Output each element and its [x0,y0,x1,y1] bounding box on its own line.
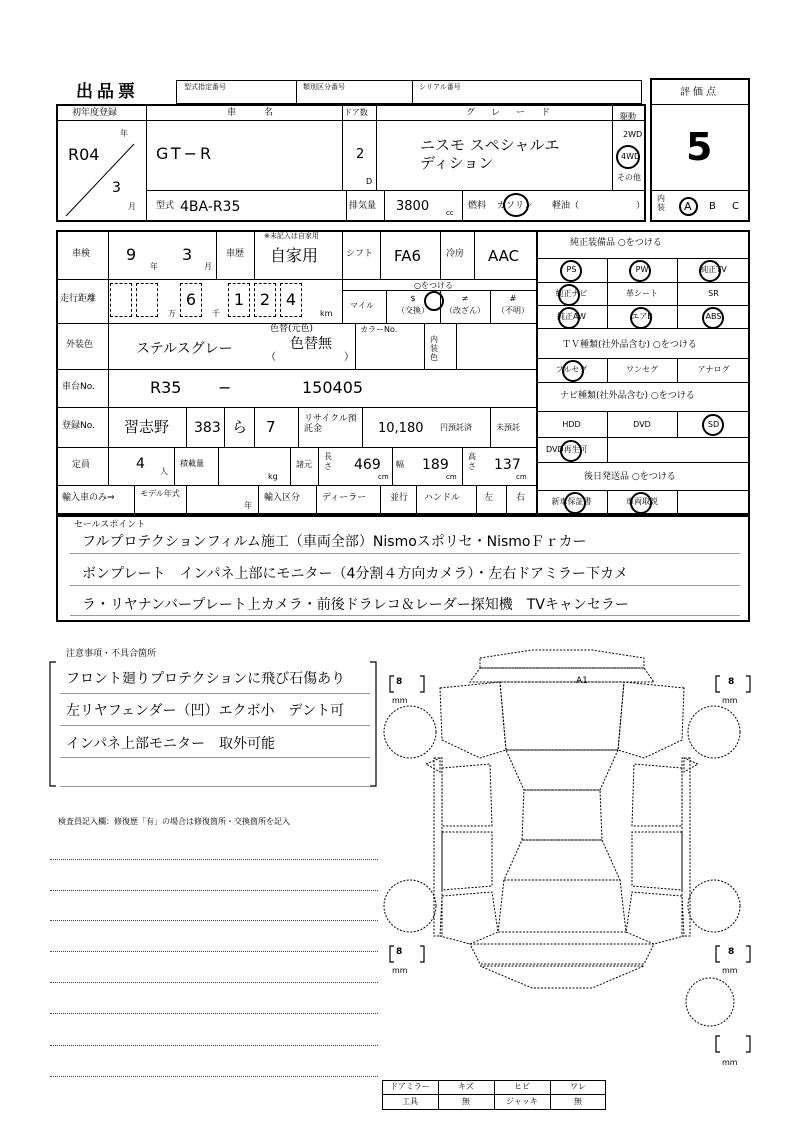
exterior-value: ステルスグレー [136,341,233,357]
legend-header-2: キズ [458,1082,474,1091]
chassis-label: 車台No. [62,382,95,392]
capacity-unit: 人 [160,467,168,476]
recycle-deposited: 円預託済 [440,423,472,432]
capacity-value: 4 [136,456,145,472]
page-title: 出品票 [76,82,139,102]
equip-pw: PW [635,265,649,274]
import-category-label: 輸入区分 [264,493,301,503]
color-change-value: 色替無 [290,336,332,352]
later-manual: 車両取説 [626,497,658,506]
car-name-label: 車名 [227,108,302,118]
model-value: 4BA-R35 [180,199,241,215]
legend-row-4: 無 [574,1097,582,1106]
sales-point-line-1: フルプロテクションフィルム施工（車両全部）Nismoスポリセ・NismoＦｒカー [82,534,587,550]
nav-title: ナビ種類(社外品含む) ○をつける [560,391,695,401]
nav-dvd: DVD [633,420,651,429]
shaken-month: 3 [182,245,193,264]
tv-fullseg: フルセグ [555,365,588,374]
dealer-label: ディーラー [322,493,367,503]
equip-sr: SR [708,289,719,298]
first-reg-month-unit: 月 [128,202,136,211]
interior-grade-c: C [732,201,739,212]
shift-label: シフト [346,249,374,259]
legend-row-1: 工具 [402,1097,418,1106]
history-label: 車歴 [226,249,245,259]
width-unit: cm [446,473,457,481]
grade-label: グレード [466,108,567,118]
shift-value: FA6 [394,247,422,265]
load-label: 積載量 [180,459,204,468]
displacement-label: 排気量 [349,201,377,211]
chassis-number: 150405 [302,378,364,397]
tread-rear-left: 8 [396,947,403,957]
reg-number: 7 [266,418,276,436]
color-no-label: カラーNo. [360,325,398,334]
legend-header-4: ワレ [570,1082,586,1091]
note-line-3: インパネ上部モニター 取外可能 [66,736,276,752]
inspector-label: 検査員記入欄：修復歴「有」の場合は修復箇所・交換箇所を記入 [58,817,290,826]
width-label: 幅 [396,460,404,469]
recycle-value: 10,180 [378,421,424,436]
sales-points-label: セールスポイント [74,520,146,530]
handle-right: 右 [516,493,526,503]
grade-value-line1: ニスモ スペシャルエ [420,136,560,154]
handle-left: 左 [484,493,494,503]
nav-hdd: HDD [562,420,581,429]
mileage-label: 走行距離 [60,294,97,304]
mileage-sen: 千 [212,309,220,318]
color-change-paren-open: （ [266,352,276,363]
ac-value: AAC [488,247,520,265]
legend-row-2: 無 [462,1097,470,1106]
displacement-unit: cc [446,209,454,217]
car-diagram [380,640,760,1060]
model-type-no-label: 型式指定番号 [184,83,226,91]
nav-dvd-playback: DVD再生可 [546,445,588,454]
tread-rear-left-unit: mm [392,966,408,975]
first-reg-month: 3 [112,180,121,196]
serial-no-label: シリアル番号 [419,83,461,91]
equip-leather: 革シート [626,289,658,298]
id-numbers-box [176,80,642,104]
mileage-mark-note: ○をつける [414,281,453,290]
mileage-unknown: （不明） [497,306,529,315]
equip-tv: 純正TV [700,265,727,274]
drive-2wd: 2WD [623,130,643,139]
equip-airbag: エアB [631,312,653,321]
equip-navi: 純正ナビ [555,289,588,298]
tread-rear-right-unit: mm [722,966,738,975]
model-year-unit: 年 [244,501,252,510]
color-change-paren-close: ） [344,352,354,363]
mileage-altered-mark: ≠ [461,294,469,303]
tv-title: ＴＶ種類(社外品含む) ○をつける [562,340,697,350]
notes-label: 注意事項・不具合箇所 [66,649,157,659]
later-warranty: 新車保証書 [551,497,592,506]
equip-abs: ABS [705,312,722,321]
recycle-label: リサイクル預託金 [304,414,357,434]
mileage-digit-5: 1 [233,290,245,309]
length-label: 長さ [324,452,332,471]
reg-kana: ら [232,418,248,436]
dims-label: 諸元 [296,460,312,469]
category-no-label: 類別区分番号 [303,83,345,91]
load-unit: kg [268,472,278,481]
interior-grade-label: 内装 [657,194,665,212]
grade-value-line2: ディション [420,154,494,172]
drive-4wd: 4WD [621,152,641,161]
width-value: 189 [422,457,449,473]
tv-analog: アナログ [697,365,730,374]
mileage-digit-6: 2 [259,290,271,309]
later-title: 後日発送品 ○をつける [584,472,676,482]
model-label: 型式 [156,201,175,211]
fuel-gasoline: ガソリン [497,201,534,211]
doors-value: 2 [356,147,365,162]
rating-label: 評価点 [680,87,719,98]
first-reg-label: 初年度登録 [72,108,118,118]
note-line-1: フロント廻りプロテクションに飛び石傷あり [66,671,346,687]
tread-rear-right: 8 [728,947,735,957]
shaken-label: 車検 [72,249,91,259]
parallel-label: 並行 [390,493,409,503]
interior-grade-a: A [684,200,692,213]
height-value: 137 [494,457,521,473]
doors-suffix: D [366,177,373,186]
chassis-dash: − [218,378,232,397]
fuel-close: ） [636,201,646,211]
tv-oneseg: ワンセグ [626,365,658,374]
handle-label: ハンドル [424,493,461,503]
height-unit: cm [516,473,527,481]
mileage-digit-7: 4 [285,290,297,309]
note-line-2: 左リヤフェンダー（凹）エクボ小 デント可 [66,703,345,719]
mileage-altered: （改ざん） [445,306,485,315]
fuel-label: 燃料 [468,201,487,211]
mileage-man: 万 [168,309,176,318]
capacity-label: 定員 [72,460,91,470]
recycle-not: 未預託 [496,423,520,432]
equip-ps: PS [566,265,577,274]
tread-spare-unit: mm [722,1058,738,1067]
equipment-title: 純正装備品 ○をつける [570,238,662,248]
length-unit: cm [378,473,389,481]
first-reg-year: R04 [68,145,100,164]
mileage-mile: マイル [350,301,374,310]
mileage-exchange-mark: $ [410,294,416,303]
sales-point-line-2: ボンプレート インパネ上部にモニター（4分割４方向カメラ）・左右ドアミラー下カメ [82,566,628,582]
interior-grade-b: B [709,201,716,212]
doors-label: ドア数 [344,108,368,117]
first-reg-year-unit: 年 [120,129,128,138]
tread-front-right: 8 [728,677,735,687]
drive-label: 駆動 [620,112,636,121]
legend-header-1: ドアミラー [390,1082,430,1091]
damage-annotation: A1 [576,676,588,686]
legend-row-3: ジャッキ [506,1097,538,1106]
interior-color-label: 内装色 [430,335,438,362]
shaken-month-unit: 月 [204,262,212,271]
car-name-value: GT−R [156,144,215,163]
chassis-prefix: R35 [150,378,182,397]
mileage-exchange: （交換） [397,306,429,315]
sales-point-line-3: ラ・リヤナンバープレート上カメラ・前後ドラレコ＆レーダー探知機 TVキャンセラー [82,597,629,613]
exterior-label: 外装色 [66,340,94,350]
model-year-label: モデル年式 [140,489,180,498]
mileage-digit-3: 6 [185,290,197,309]
shaken-year: 9 [126,245,137,264]
displacement-value: 3800 [396,199,430,214]
height-label: 高さ [468,452,476,471]
equip-aw: 純正AW [557,312,586,321]
rating-value: 5 [686,125,713,169]
reg-area: 習志野 [124,418,170,436]
tread-front-left: 8 [396,677,403,687]
reg-class: 383 [194,420,221,436]
tread-front-right-unit: mm [722,696,738,705]
length-value: 469 [354,457,381,473]
drive-other: その他 [617,173,641,182]
import-only-label: 輸入車のみ⇒ [62,493,115,503]
fuel-diesel: 軽油（ [552,201,580,211]
tread-front-left-unit: mm [392,696,408,705]
ac-label: 冷房 [446,249,465,259]
legend-header-3: ヒビ [514,1082,530,1091]
mileage-km: km [320,309,333,318]
mileage-unknown-mark: # [509,294,517,303]
history-note: ※未記入は自家用 [264,232,319,240]
color-change-label: 色替(元色) [270,324,314,334]
history-value: 自家用 [270,246,319,265]
shaken-year-unit: 年 [150,262,158,271]
reg-label: 登録No. [62,421,95,431]
nav-sd: SD [707,420,720,429]
